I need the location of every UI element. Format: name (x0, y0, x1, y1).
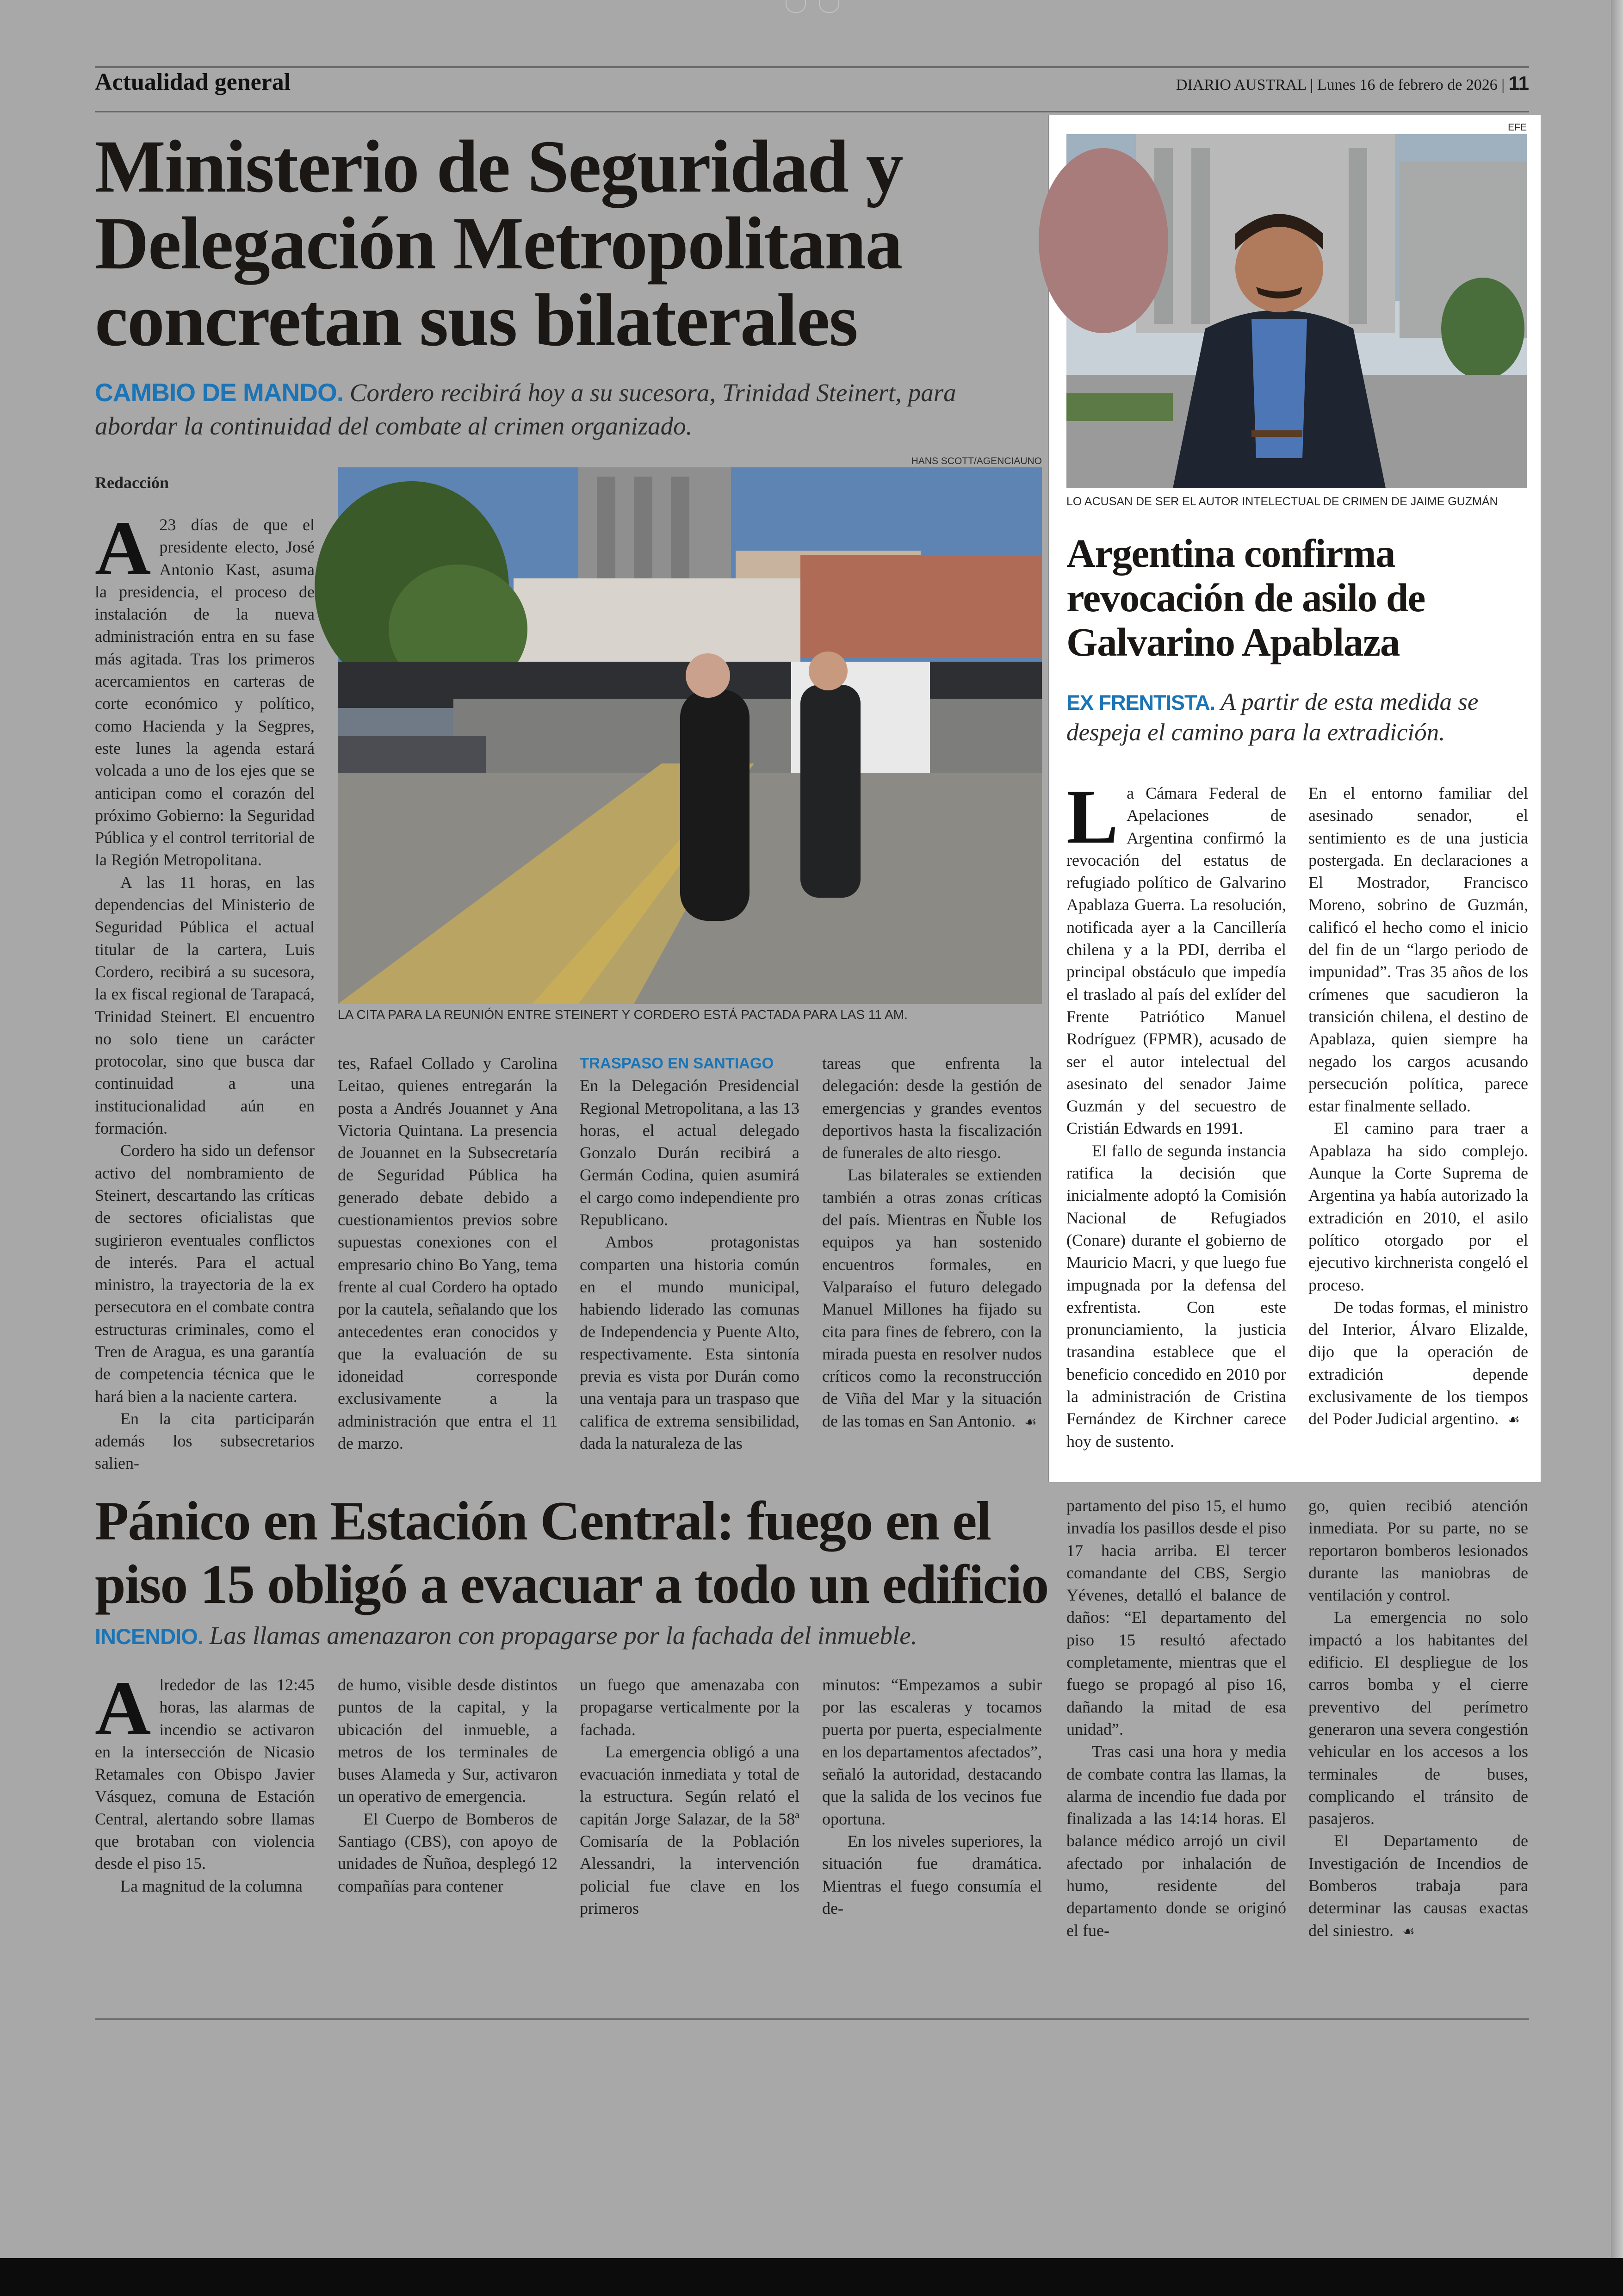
story2-photo (1066, 134, 1527, 488)
headline-line: Ministerio de Seguridad y (95, 125, 903, 208)
headline-line: Argentina confirma (1066, 531, 1395, 576)
end-mark-icon: ☙ (1402, 1924, 1415, 1939)
paragraph: A las 11 horas, en las dependencias del Ministerio de Seguridad Pública el actual titular de la cartera, Luis Cordero, recibirá a su sucesora, la ex fiscal regional de Tarapacá, Trinidad Steinert. El encuentro no solo tiene un carácter protocolar, sino que busca dar continuidad a una institucionalidad aún en formación. (95, 873, 315, 1138)
paragraph: La emergencia obligó a una evacuación inmediata y total de la estructura. Según relató el capitán Jorge Salazar, de la 58ª Comisaría de la Población Alessandri, la intervención policial fue clave en los primeros (580, 1742, 799, 1917)
separator: | (1310, 76, 1313, 93)
page-number: 11 (1508, 72, 1529, 94)
story3-headline (95, 1489, 1048, 1616)
story1-dek-text: Cordero recibirá hoy a su sucesora, Trinidad Steinert, para abordar la continuidad del combate al crimen organizado. (95, 379, 956, 440)
story2-column-2 (1308, 782, 1528, 1458)
newspaper-name: DIARIO AUSTRAL (1176, 76, 1307, 93)
story2-dek-text: A partir de esta medida se despeja el camino para la extradición. (1066, 689, 1479, 746)
headline-line: Galvarino Apablaza (1066, 620, 1400, 664)
story1-subhead: TRASPASO EN SANTIAGO (580, 1055, 774, 1072)
story3-column-6 (1308, 1495, 1528, 1940)
headline-line: Delegación Metropolitana (95, 202, 902, 285)
masthead (1120, 72, 1529, 94)
paragraph: El Cuerpo de Bomberos de Santiago (CBS), con apoyo de unidades de Ñuñoa, desplegó 12 compañías para contener (338, 1809, 558, 1895)
drop-cap: A (95, 505, 151, 591)
paragraph: partamento del piso 15, el humo invadía los pasillos desde el piso 17 hacia arriba. El tercer comandante del CBS, Sergio Yévenes, detalló el balance de daños: “El departamento del piso 15 resultó afectado completamente, mientras que el fuego se propagó al piso 16, dañando la mitad de esa unidad”. (1066, 1496, 1286, 1738)
story2-photo-credit: EFE (1508, 122, 1527, 133)
story3-column-3 (580, 1674, 799, 1917)
drop-cap: A (95, 1665, 151, 1751)
drop-cap: L (1066, 774, 1119, 860)
paragraph: lrededor de las 12:45 horas, las alarmas de incendio se activaron en la intersección de Nicasio Retamales con Obispo Javier Vásquez, comuna de Estación Central, alertando sobre llamas que brotaban con violencia desde el piso 15. (95, 1675, 315, 1873)
story2-headline (1066, 531, 1425, 664)
story1-column-3 (580, 1052, 799, 1459)
header-bottom-rule (95, 111, 1529, 112)
paragraph: En los niveles superiores, la situación fue dramática. Mientras el fuego consumía el de- (822, 1832, 1042, 1917)
portrait-illustration (1066, 134, 1527, 488)
story3-column-5 (1066, 1495, 1286, 1940)
issue-date: Lunes 16 de febrero de 2026 (1317, 76, 1498, 93)
sidebar-left-rule (1048, 115, 1049, 1482)
paragraph: Tras casi una hora y media de combate contra las llamas, la alarma de incendio fue dada por finalizada a las 14:14 horas. El balance médico arrojó un civil afectado por inhalación de humo, residente del departamento donde se originó el fue- (1066, 1742, 1286, 1940)
paragraph: El Departamento de Investigación de Incendios de Bomberos trabaja para determinar las causas exactas del siniestro. (1308, 1831, 1528, 1940)
paragraph: un fuego que amenazaba con propagarse verticalmente por la fachada. (580, 1675, 799, 1739)
story3-dek-text: Las llamas amenazaron con propagarse por la fachada del inmueble. (209, 1621, 917, 1650)
story1-headline (95, 125, 903, 362)
paragraph: Las bilaterales se extienden también a otras zonas críticas del país. Mientras en Ñuble los equipos ya han sostenido encuentros formales, en Valparaíso el futuro delegado Manuel Millones ha fijado su cita para fines de febrero, con la mirada puesta en resolver nudos críticos como la reconstrucción de Viña del Mar y la situación de las tomas en San Antonio. (822, 1166, 1042, 1430)
paragraph: Ambos protagonistas comparten una historia común en el mundo municipal, habiendo liderado las comunas de Independencia y Puente Alto, respectivamente. Esta sintonía previa es vista por Durán como una ventaja para un traspaso que califica de extrema sensibilidad, dada la naturaleza de las (580, 1233, 799, 1453)
story3-column-1 (95, 1665, 315, 1914)
separator: | (1501, 76, 1505, 93)
story1-dek (95, 376, 1020, 443)
end-mark-icon: ☙ (1507, 1412, 1520, 1428)
street-scene-illustration (338, 467, 1042, 1004)
paragraph: En la cita participarán además los subsecretarios salien- (95, 1409, 315, 1473)
story1-photo-credit: HANS SCOTT/AGENCIAUNO (911, 456, 1042, 466)
footer-rule (95, 2018, 1529, 2020)
story1-column-4 (822, 1052, 1042, 1459)
paragraph: La emergencia no solo impactó a los habitantes del edificio. El despliegue de los carros bomba y el cierre preventivo del perímetro generaron una severa congestión vehicular en los accesos a los terminales de buses, complicando el tránsito de pasajeros. (1308, 1608, 1528, 1828)
story3-column-2 (338, 1674, 558, 1914)
story2-dek (1066, 687, 1527, 748)
paragraph: La magnitud de la columna (120, 1876, 303, 1895)
paragraph: minutos: “Empezamos a subir por las escaleras y tocamos puerta por puerta, especialmente en los departamentos afectados”, señaló la autoridad, destacando que la salida de los vecinos fue oportuna. (822, 1675, 1042, 1828)
story1-column-2 (338, 1052, 558, 1459)
story3-dek (95, 1620, 1066, 1653)
story1-column-1 (95, 505, 315, 1473)
section-title: Actualidad general (95, 69, 291, 95)
paragraph: de humo, visible desde distintos puntos de la capital, y la ubicación del inmueble, a metros de los terminales de buses Alameda y Sur, activaron un operativo de emergencia. (338, 1675, 558, 1806)
paragraph: Cordero ha sido un defensor activo del nombramiento de Steinert, descartando las críticas de sectores oficialistas que sugirieron eventuales conflictos de interés. Para el actual ministro, la trayectoria de la ex persecutora en el combate contra estructuras criminales, como el Tren de Aragua, es una garantía de competencia técnica que le hará bien a la naciente cartera. (95, 1141, 315, 1406)
paragraph: tareas que enfrenta la delegación: desde la gestión de emergencias y grandes eventos deportivos hasta la fiscalización de funerales de alto riesgo. (822, 1054, 1042, 1162)
story1-photo-caption: LA CITA PARA LA REUNIÓN ENTRE STEINERT Y CORDERO ESTÁ PACTADA PARA LAS 11 AM. (338, 1007, 908, 1022)
paragraph: En el entorno familiar del asesinado senador, el sentimiento es de una justicia postergada. En declaraciones a El Mostrador, Francisco Moreno, sobrino de Guzmán, calificó el hecho como el inicio del fin de un “largo periodo de impunidad”. Tras 35 años de los crímenes que sacudieron la transición chilena, el destino de Apablaza, quien siempre ha negado los cargos acusando persecución política, parece estar finalmente sellado. (1308, 784, 1528, 1116)
story2-column-1 (1066, 774, 1286, 1458)
paragraph: tes, Rafael Collado y Carolina Leitao, quienes entregarán la posta a Andrés Jouannet y Ana Victoria Quintana. La presencia de Jouannet en la Subsecretaría de Seguridad Pública ha generado debate debido a cuestionamientos previos sobre supuestas conexiones con el empresario chino Bo Yang, tema frente al cual Cordero ha optado por la cautela, señalando que los antecedentes eran conocidos y que la evaluación de su idoneidad corresponde exclusivamente a la administración que entra el 11 de marzo. (338, 1054, 558, 1453)
story1-kicker: CAMBIO DE MANDO. (95, 378, 344, 407)
headline-line: concretan sus bilaterales (95, 279, 857, 362)
paragraph: El fallo de segunda instancia ratifica la decisión que inicialmente adoptó la Comisión Nacional de Refugiados (Conare) durante el gobierno de Mauricio Macri, y que luego fue impugnada por la defensa del exfrentista. Con este pronunciamiento, la justicia trasandina establece que el beneficio concedido en 2010 por la administración de Cristina Fernández de Kirchner carece hoy de sustento. (1066, 1141, 1286, 1451)
headline-line: revocación de asilo de (1066, 575, 1425, 620)
story1-byline: Redacción (95, 473, 169, 492)
paragraph: 23 días de que el presidente electo, José Antonio Kast, asuma la presidencia, el proceso de instalación de la nueva administración entra en su fase más agitada. Tras los primeros acercamientos en carteras de corte económico y político, como Hacienda y la Segpres, este lunes la agenda estará volcada a uno de los ejes que se anticipan como el corazón del próximo Gobierno: la Seguridad Pública y el control territorial de la Región Metropolitana. (95, 515, 315, 869)
page-edge-shadow (1611, 0, 1623, 2258)
headline-line: Pánico en Estación Central: fuego en el (95, 1490, 991, 1551)
story3-kicker: INCENDIO. (95, 1624, 203, 1649)
end-mark-icon: ☙ (1024, 1414, 1037, 1430)
header-top-rule (95, 66, 1529, 68)
story2-kicker: EX FRENTISTA. (1066, 691, 1215, 714)
story1-photo (338, 467, 1042, 1004)
story3-column-4 (822, 1674, 1042, 1917)
paragraph: go, quien recibió atención inmediata. Por su parte, no se reportaron bomberos lesionados durante las maniobras de ventilación y control. (1308, 1496, 1528, 1605)
story2-photo-caption: LO ACUSAN DE SER EL AUTOR INTELECTUAL DE CRIMEN DE JAIME GUZMÁN (1066, 495, 1498, 508)
paragraph: El camino para traer a Apablaza ha sido complejo. Aunque la Corte Suprema de Argentina ya había autorizado la extradición en 2010, el asilo político otorgado por el ejecutivo kirchnerista congeló el proceso. (1308, 1119, 1528, 1294)
viewer-bottom-bar (0, 2258, 1623, 2296)
headline-line: piso 15 obligó a evacuar a todo un edificio (95, 1553, 1048, 1615)
paragraph: De todas formas, el ministro del Interior, Álvaro Elizalde, dijo que la operación de extradición depende exclusivamente de los tiempos del Poder Judicial argentino. (1308, 1297, 1528, 1428)
paragraph: a Cámara Federal de Apelaciones de Argentina confirmó la revocación del estatus de refugiado político de Galvarino Apablaza Guerra. La resolución, notificada ayer a la Cancillería chilena y a la PDI, derriba el principal obstáculo que impedía el traslado al país del exlíder del Frente Patriótico Manuel Rodríguez (FPMR), acusado de ser el autor intelectual del asesinato del senador Jaime Guzmán y del secuestro de Cristián Edwards en 1991. (1066, 784, 1286, 1138)
paragraph: En la Delegación Presidencial Regional Metropolitana, a las 13 horas, el actual delegado Gonzalo Durán recibirá a Germán Codina, quien asumirá el cargo como independiente pro Republicano. (580, 1076, 799, 1229)
